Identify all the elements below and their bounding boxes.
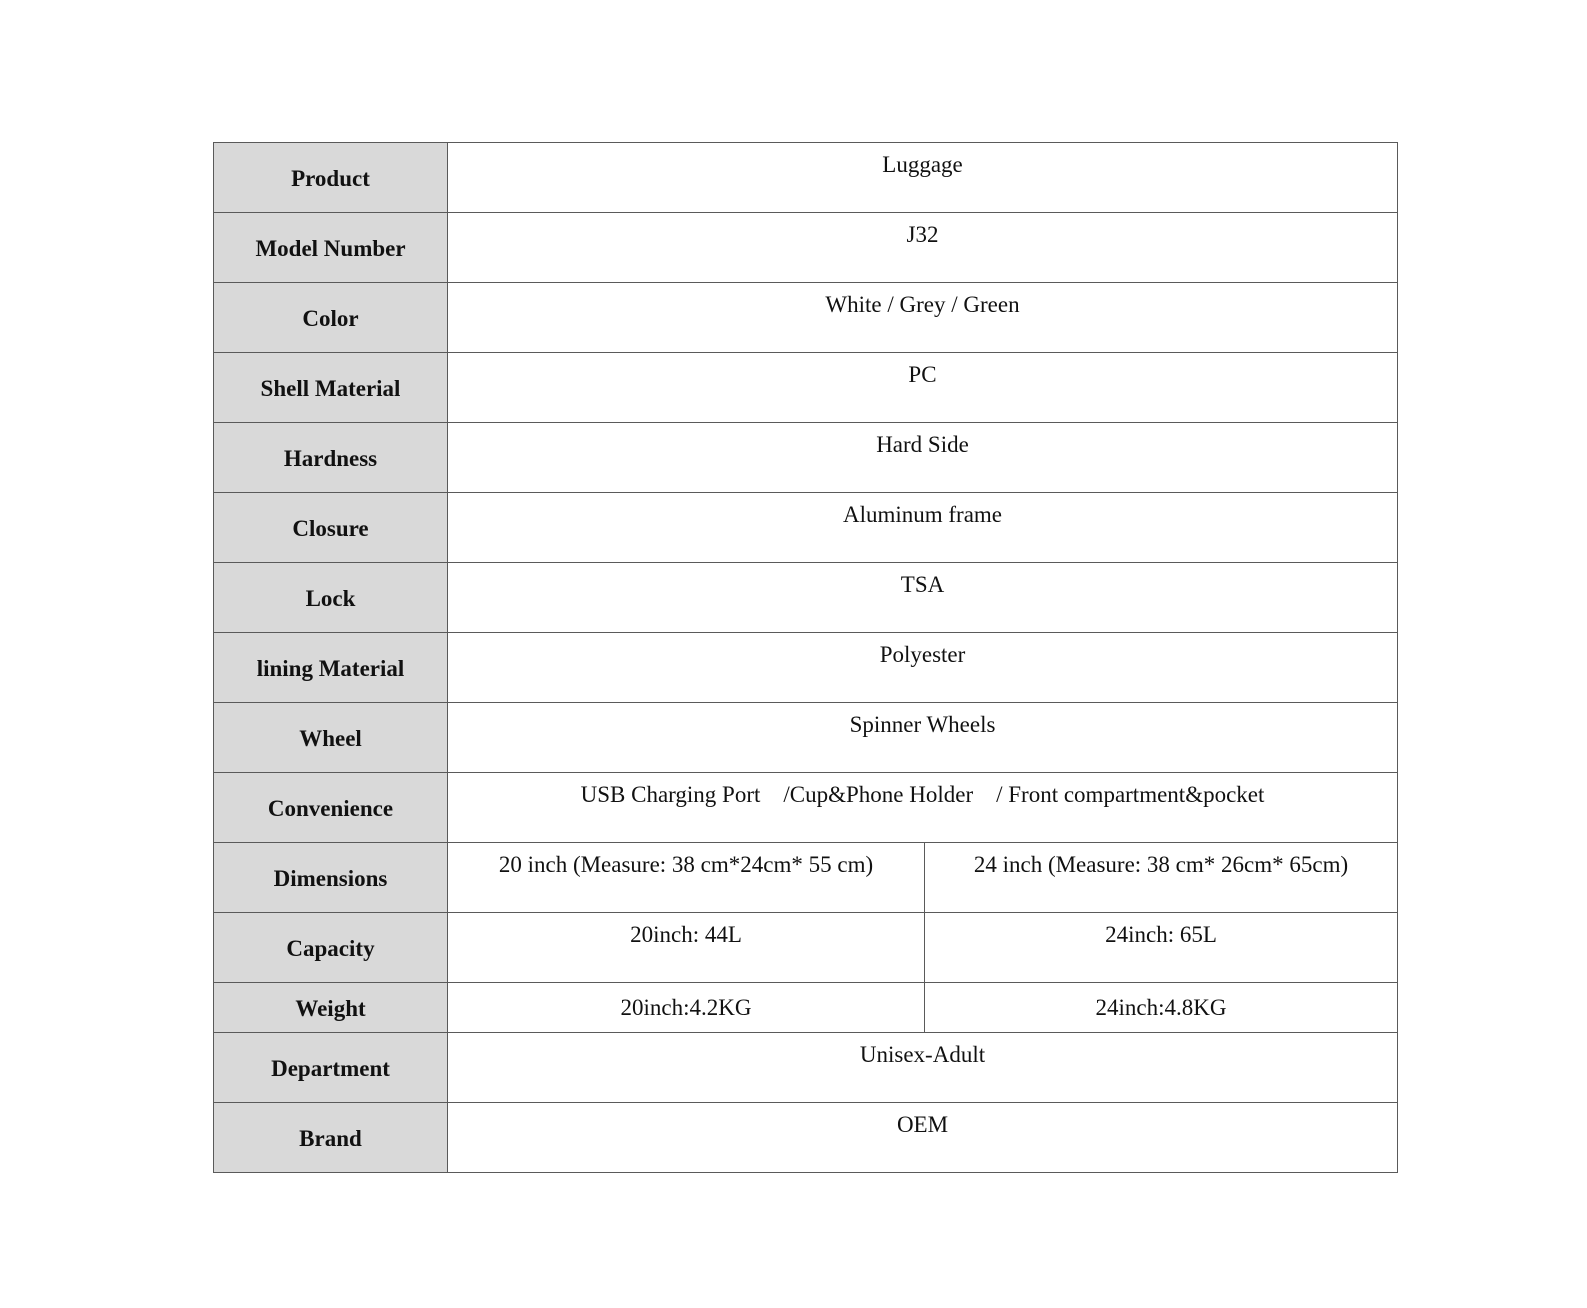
row-value: Unisex-Adult: [448, 1033, 1398, 1103]
row-value: Aluminum frame: [448, 493, 1398, 563]
table-row-wheel: [214, 703, 1398, 773]
table-row-dimensions: [214, 843, 1398, 913]
table-row-model-number: [214, 213, 1398, 283]
row-label: Hardness: [214, 423, 448, 493]
row-value: Luggage: [448, 143, 1398, 213]
row-label: Brand: [214, 1103, 448, 1173]
table-row-color: [214, 283, 1398, 353]
row-label: lining Material: [214, 633, 448, 703]
table-row-convenience: [214, 773, 1398, 843]
row-label: Shell Material: [214, 353, 448, 423]
row-value-24-inch: 24inch:4.8KG: [925, 983, 1398, 1033]
row-label: Lock: [214, 563, 448, 633]
row-value: USB Charging Port /Cup&Phone Holder / Front compartment&pocket: [448, 773, 1398, 843]
row-value-20-inch: 20 inch (Measure: 38 cm*24cm* 55 cm): [448, 843, 925, 913]
row-label: Product: [214, 143, 448, 213]
row-value-24-inch: 24inch: 65L: [925, 913, 1398, 983]
table-row-lining-material: [214, 633, 1398, 703]
table-row-closure: [214, 493, 1398, 563]
row-value: J32: [448, 213, 1398, 283]
row-label: Department: [214, 1033, 448, 1103]
row-label: Convenience: [214, 773, 448, 843]
row-value: TSA: [448, 563, 1398, 633]
row-value: Spinner Wheels: [448, 703, 1398, 773]
row-value: OEM: [448, 1103, 1398, 1173]
row-label: Dimensions: [214, 843, 448, 913]
table-row-brand: [214, 1103, 1398, 1173]
row-label: Color: [214, 283, 448, 353]
table-row-lock: [214, 563, 1398, 633]
row-value: PC: [448, 353, 1398, 423]
row-value: Polyester: [448, 633, 1398, 703]
table-row-department: [214, 1033, 1398, 1103]
row-value: White / Grey / Green: [448, 283, 1398, 353]
row-label: Wheel: [214, 703, 448, 773]
row-label: Closure: [214, 493, 448, 563]
table-row-shell-material: [214, 353, 1398, 423]
row-value: Hard Side: [448, 423, 1398, 493]
row-label: Capacity: [214, 913, 448, 983]
table-row-weight: [214, 983, 1398, 1033]
row-value-24-inch: 24 inch (Measure: 38 cm* 26cm* 65cm): [925, 843, 1398, 913]
spec-table: [213, 142, 1398, 1173]
table-row-product: [214, 143, 1398, 213]
row-value-20-inch: 20inch: 44L: [448, 913, 925, 983]
table-row-capacity: [214, 913, 1398, 983]
row-label: Weight: [214, 983, 448, 1033]
table-row-hardness: [214, 423, 1398, 493]
row-value-20-inch: 20inch:4.2KG: [448, 983, 925, 1033]
row-label: Model Number: [214, 213, 448, 283]
